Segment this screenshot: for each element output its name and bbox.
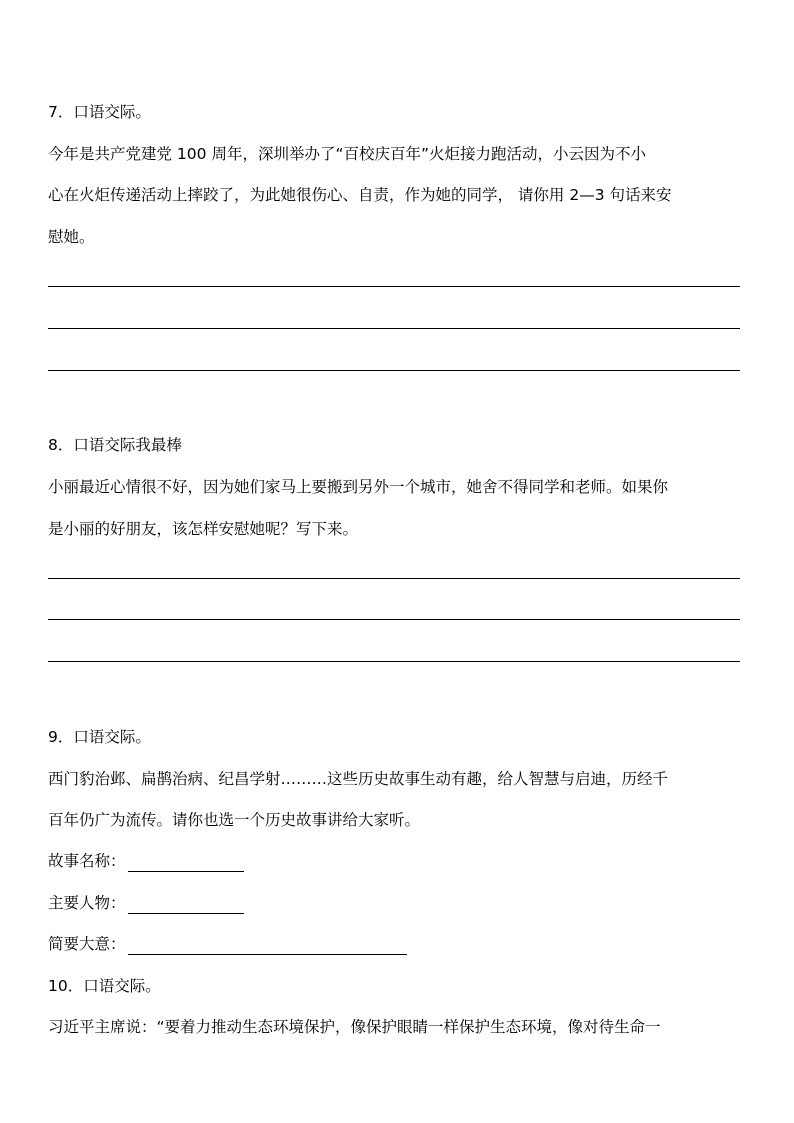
q8-text-line-1: 小丽最近心情很不好，因为她们家马上要搬到另外一个城市，她舍不得同学和老师。如果你 [48, 478, 669, 496]
q9-main-person-label: 主要人物： [48, 894, 126, 912]
q8-text-line-2: 是小丽的好朋友，该怎样安慰她呢？写下来。 [48, 520, 359, 538]
q9-text-line-1: 西门豹治邺、扁鹊治病、纪昌学射………这些历史故事生动有趣，给人智慧与启迪，历经千 [48, 770, 669, 788]
q7-answer-line-3[interactable] [48, 370, 740, 371]
q8-answer-line-3[interactable] [48, 661, 740, 662]
q10-title: 10．口语交际。 [48, 977, 161, 995]
q9-story-name-field [48, 850, 244, 872]
q9-main-person-blank[interactable] [128, 895, 244, 914]
q9-text-line-2: 百年仍广为流传。请你也选一个历史故事讲给大家听。 [48, 811, 421, 829]
q7-text-line-2: 心在火炬传递活动上摔跤了，为此她很伤心、自责，作为她的同学， 请你用 2—3 句话来安 [48, 186, 672, 204]
q10-text-line-1: 习近平主席说：“要着力推动生态环境保护，像保护眼睛一样保护生态环境，像对待生命一 [48, 1018, 661, 1036]
q8-answer-line-2[interactable] [48, 619, 740, 620]
q8-title: 8．口语交际我最棒 [48, 436, 182, 454]
q7-title: 7．口语交际。 [48, 103, 151, 121]
q8-answer-line-1[interactable] [48, 578, 740, 579]
q9-summary-label: 简要大意： [48, 935, 126, 953]
q9-main-person-field [48, 892, 244, 914]
q7-text-line-1: 今年是共产党建党 100 周年，深圳举办了“百校庆百年”火炬接力跑活动，小云因为不小 [48, 145, 647, 163]
q7-answer-line-1[interactable] [48, 286, 740, 287]
q7-text-line-3: 慰她。 [48, 228, 95, 246]
q7-answer-line-2[interactable] [48, 328, 740, 329]
q9-title: 9．口语交际。 [48, 728, 151, 746]
q9-story-name-blank[interactable] [128, 853, 244, 872]
q9-summary-blank[interactable] [128, 936, 407, 955]
q9-story-name-label: 故事名称： [48, 852, 126, 870]
q9-summary-field [48, 933, 407, 955]
